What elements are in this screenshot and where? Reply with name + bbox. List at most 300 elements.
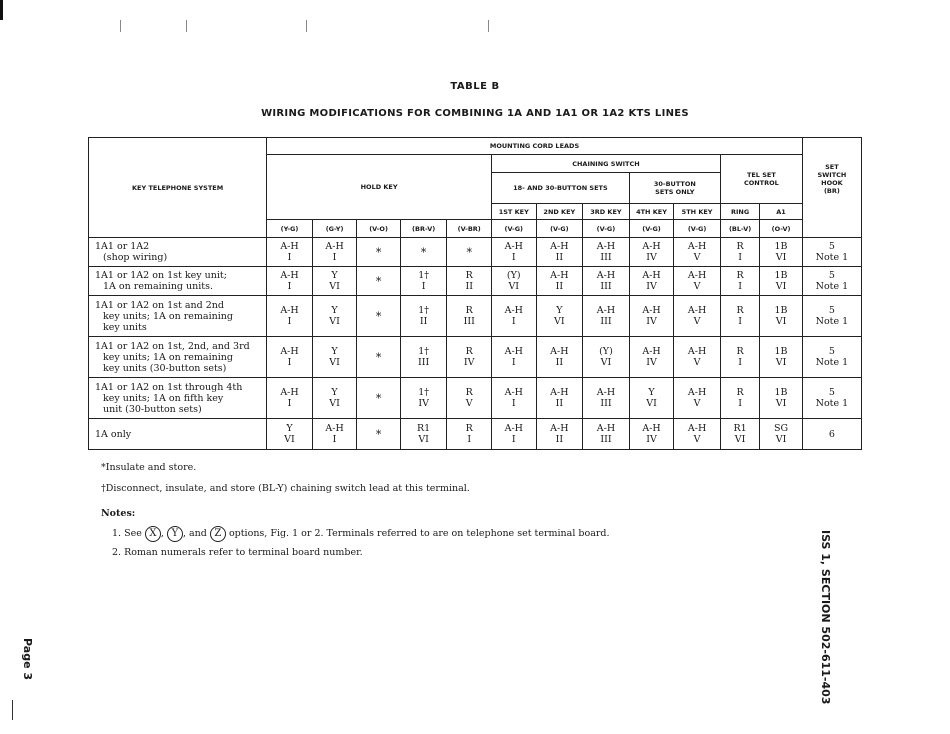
terminal-cell xyxy=(357,238,401,267)
terminal-value: (Y) xyxy=(599,346,613,357)
terminal-value: A-H xyxy=(504,346,523,357)
terminal-value: A-H xyxy=(325,423,344,434)
note-1-number: 1. xyxy=(112,528,122,539)
lead-code-header: (G-Y) xyxy=(312,220,357,238)
terminal-value: III xyxy=(600,316,612,327)
table-title: TABLE B xyxy=(450,81,500,92)
terminal-cell xyxy=(674,378,721,419)
key-system-line: key units xyxy=(103,321,147,333)
terminal-value: A-H xyxy=(280,346,299,357)
terminal-cell xyxy=(491,419,536,450)
terminal-cell xyxy=(802,337,861,378)
insulate-marker: * xyxy=(420,245,427,259)
terminal-cell xyxy=(357,378,401,419)
terminal-value: Note 1 xyxy=(815,252,849,263)
terminal-value: A-H xyxy=(687,241,707,252)
terminal-value: A-H xyxy=(596,241,616,252)
terminal-cell xyxy=(267,267,313,296)
terminal-value: A-H xyxy=(504,241,523,252)
terminal-value: Y xyxy=(648,387,655,398)
key-system-line: key units; 1A on remaining xyxy=(103,351,233,363)
terminal-value: A-H xyxy=(596,270,616,281)
key-system-line: 1A1 or 1A2 xyxy=(95,241,150,252)
terminal-cell xyxy=(674,296,721,337)
terminal-value: V xyxy=(693,434,701,445)
terminal-value: VI xyxy=(329,398,340,409)
terminal-value: III xyxy=(463,316,475,327)
terminal-value: I xyxy=(738,252,742,263)
terminal-cell xyxy=(720,296,759,337)
terminal-value: I xyxy=(738,398,742,409)
terminal-cell xyxy=(720,337,759,378)
binder-mark xyxy=(488,20,489,32)
option-z-badge: Z xyxy=(210,526,226,542)
terminal-value: V xyxy=(693,252,701,263)
terminal-value: A-H xyxy=(280,387,299,398)
insulate-marker: * xyxy=(375,245,382,259)
terminal-value: R xyxy=(736,270,744,281)
terminal-value: I xyxy=(332,252,337,263)
terminal-cell xyxy=(629,337,674,378)
terminal-value: A-H xyxy=(642,346,661,357)
key-system-line: (shop wiring) xyxy=(103,252,168,263)
terminal-cell xyxy=(447,419,492,450)
margin-rule xyxy=(12,700,13,720)
terminal-cell xyxy=(447,296,492,337)
insulate-marker: * xyxy=(375,350,382,364)
set-switch-hook-label: SET SWITCH HOOK xyxy=(817,162,847,187)
terminal-value: II xyxy=(419,316,428,327)
terminal-value: A-H xyxy=(550,423,569,434)
terminal-value: A-H xyxy=(687,305,707,316)
lead-code-header: (V-G) xyxy=(629,220,674,238)
key-system-line: 1A1 or 1A2 on 1st, 2nd, and 3rd xyxy=(95,340,250,352)
terminal-cell xyxy=(312,337,357,378)
terminal-value: VI xyxy=(554,316,565,327)
terminal-value: R1 xyxy=(417,423,431,434)
terminal-value: A-H xyxy=(550,270,569,281)
mounting-cord-leads-header: MOUNTING CORD LEADS xyxy=(267,138,803,155)
terminal-cell xyxy=(400,378,447,419)
terminal-value: I xyxy=(511,252,516,263)
terminal-cell xyxy=(312,378,357,419)
terminal-value: IV xyxy=(646,357,657,368)
note-2: 2. Roman numerals refer to terminal board number. xyxy=(112,547,363,558)
terminal-value: 5 xyxy=(828,346,835,357)
terminal-value: III xyxy=(600,281,612,292)
key-system-cell xyxy=(89,238,267,267)
lead-code-header: (V-G) xyxy=(536,220,583,238)
set-switch-hook-header xyxy=(802,138,861,220)
terminal-value: A-H xyxy=(550,241,569,252)
terminal-value: I xyxy=(738,281,742,292)
terminal-value: I xyxy=(287,357,292,368)
terminal-cell xyxy=(536,296,583,337)
margin-rule xyxy=(0,0,3,20)
insulate-marker: * xyxy=(375,274,382,288)
terminal-value: I xyxy=(332,434,337,445)
terminal-cell xyxy=(400,267,447,296)
terminal-value: IV xyxy=(463,357,475,368)
terminal-value: A-H xyxy=(280,241,299,252)
terminal-value: VI xyxy=(775,281,787,292)
tel-set-control-header: TEL SET CONTROL xyxy=(720,155,802,204)
table-body xyxy=(89,238,862,450)
lead-code-header: (O-V) xyxy=(760,220,803,238)
key-1-header: 1ST KEY xyxy=(491,204,536,220)
terminal-cell xyxy=(674,267,721,296)
terminal-value: VI xyxy=(775,398,787,409)
terminal-value: R xyxy=(465,423,473,434)
terminal-cell xyxy=(674,419,721,450)
terminal-cell xyxy=(629,419,674,450)
note-1-prefix: See xyxy=(124,528,142,539)
terminal-value: Note 1 xyxy=(815,281,849,292)
terminal-cell xyxy=(536,267,583,296)
terminal-cell xyxy=(267,337,313,378)
terminal-value: I xyxy=(511,398,516,409)
terminal-cell xyxy=(802,296,861,337)
lead-code-header: (BR-V) xyxy=(400,220,447,238)
terminal-value: IV xyxy=(646,281,657,292)
terminal-cell xyxy=(491,296,536,337)
table-row xyxy=(89,238,862,267)
switch-hook-code-spacer xyxy=(802,220,861,238)
terminal-cell xyxy=(267,296,313,337)
footnote-dagger: †Disconnect, insulate, and store (BL-Y) chaining switch lead at this terminal. xyxy=(101,483,470,494)
lead-code-header: (Y-G) xyxy=(267,220,313,238)
terminal-value: 5 xyxy=(828,387,835,398)
terminal-value: A-H xyxy=(642,305,661,316)
terminal-value: A-H xyxy=(596,305,616,316)
key-5-header: 5TH KEY xyxy=(674,204,721,220)
terminal-value: III xyxy=(600,434,612,445)
terminal-value: I xyxy=(511,316,516,327)
a1-header: A1 xyxy=(760,204,803,220)
terminal-value: VI xyxy=(775,434,787,445)
terminal-cell xyxy=(629,378,674,419)
terminal-cell xyxy=(491,378,536,419)
terminal-value: R xyxy=(465,305,473,316)
btn-30-only-header: 30-BUTTON SETS ONLY xyxy=(629,173,720,204)
terminal-cell xyxy=(491,337,536,378)
terminal-value: VI xyxy=(508,281,520,292)
terminal-cell xyxy=(312,238,357,267)
terminal-value: 1B xyxy=(774,387,788,398)
terminal-value: A-H xyxy=(642,423,661,434)
note-1-text: options, Fig. 1 or 2. Terminals referred to are on telephone set terminal board. xyxy=(228,528,610,539)
lead-code-header: (V-BR) xyxy=(447,220,492,238)
terminal-cell xyxy=(802,378,861,419)
terminal-value: 1B xyxy=(774,270,788,281)
terminal-value: A-H xyxy=(550,346,569,357)
terminal-value: Y xyxy=(331,305,338,316)
terminal-value: IV xyxy=(646,434,657,445)
key-system-line: key units; 1A on fifth key xyxy=(103,392,224,404)
terminal-value: I xyxy=(511,357,516,368)
terminal-value: R1 xyxy=(733,423,747,434)
terminal-cell xyxy=(720,419,759,450)
terminal-value: R xyxy=(465,346,473,357)
terminal-value: A-H xyxy=(596,387,616,398)
terminal-value: II xyxy=(555,252,564,263)
terminal-value: VI xyxy=(418,434,429,445)
terminal-value: I xyxy=(287,252,292,263)
key-3-header: 3RD KEY xyxy=(583,204,630,220)
terminal-cell xyxy=(267,238,313,267)
terminal-value: VI xyxy=(775,316,787,327)
terminal-value: VI xyxy=(284,434,295,445)
terminal-value: A-H xyxy=(687,387,707,398)
terminal-value: 5 xyxy=(828,305,835,316)
terminal-cell xyxy=(400,419,447,450)
terminal-value: V xyxy=(693,398,701,409)
terminal-cell xyxy=(629,238,674,267)
insulate-marker: * xyxy=(375,427,382,441)
binder-mark xyxy=(186,20,187,32)
terminal-value: II xyxy=(555,398,564,409)
key-system-line: unit (30-button sets) xyxy=(103,403,202,415)
terminal-value: SG xyxy=(773,423,789,434)
note-1-and: , and xyxy=(182,528,207,539)
terminal-cell xyxy=(674,337,721,378)
terminal-value: II xyxy=(555,357,564,368)
terminal-value: V xyxy=(465,398,473,409)
terminal-value: A-H xyxy=(280,305,299,316)
terminal-cell xyxy=(583,378,630,419)
terminal-cell xyxy=(802,419,861,450)
table-row xyxy=(89,337,862,378)
terminal-value: VI xyxy=(775,357,787,368)
key-system-cell xyxy=(89,337,267,378)
terminal-value: Note 1 xyxy=(815,316,849,327)
terminal-cell xyxy=(583,419,630,450)
terminal-value: I xyxy=(511,434,516,445)
terminal-value: V xyxy=(693,281,701,292)
terminal-value: I xyxy=(287,398,292,409)
terminal-cell xyxy=(357,267,401,296)
terminal-value: I xyxy=(421,281,426,292)
key-2-header: 2ND KEY xyxy=(536,204,583,220)
terminal-value: II xyxy=(465,281,473,292)
key-system-line: 1A1 or 1A2 on 1st through 4th xyxy=(95,381,243,393)
terminal-value: A-H xyxy=(504,305,523,316)
terminal-value: VI xyxy=(329,281,340,292)
key-system-header: KEY TELEPHONE SYSTEM xyxy=(89,138,267,238)
terminal-value: VI xyxy=(734,434,746,445)
terminal-value: IV xyxy=(418,398,429,409)
terminal-cell xyxy=(802,267,861,296)
footnote-star: *Insulate and store. xyxy=(101,462,197,473)
terminal-value: 1B xyxy=(774,346,788,357)
terminal-value: VI xyxy=(329,316,340,327)
terminal-value: Y xyxy=(331,346,338,357)
terminal-value: R xyxy=(465,387,473,398)
terminal-value: Y xyxy=(331,270,338,281)
terminal-cell xyxy=(536,238,583,267)
terminal-value: IV xyxy=(646,252,657,263)
terminal-cell xyxy=(400,337,447,378)
terminal-value: Y xyxy=(331,387,338,398)
lead-code-header: (V-G) xyxy=(674,220,721,238)
terminal-cell xyxy=(357,337,401,378)
terminal-cell xyxy=(760,267,803,296)
terminal-value: VI xyxy=(600,357,612,368)
terminal-value: II xyxy=(555,281,564,292)
terminal-cell xyxy=(629,267,674,296)
insulate-marker: * xyxy=(375,391,382,405)
terminal-value: Y xyxy=(556,305,563,316)
terminal-cell xyxy=(760,238,803,267)
terminal-value: 6 xyxy=(828,428,835,440)
key-system-line: 1A1 or 1A2 on 1st and 2nd xyxy=(95,299,224,311)
terminal-cell xyxy=(583,267,630,296)
key-system-line: key units (30-button sets) xyxy=(103,362,227,374)
terminal-value: A-H xyxy=(687,346,707,357)
terminal-value: 5 xyxy=(828,241,835,252)
table-row xyxy=(89,378,862,419)
insulate-marker: * xyxy=(466,245,472,259)
terminal-value: V xyxy=(693,316,701,327)
key-system-line: 1A on remaining units. xyxy=(103,281,214,292)
terminal-value: 1B xyxy=(774,305,788,316)
terminal-value: (Y) xyxy=(506,270,521,281)
terminal-cell xyxy=(536,378,583,419)
key-system-line: 1A only xyxy=(95,428,132,440)
set-switch-hook-code: (BR) xyxy=(823,186,840,195)
terminal-value: 5 xyxy=(828,270,835,281)
terminal-cell xyxy=(491,267,536,296)
terminal-value: I xyxy=(287,281,292,292)
terminal-cell xyxy=(760,337,803,378)
terminal-value: V xyxy=(693,357,701,368)
terminal-value: A-H xyxy=(504,423,523,434)
terminal-value: R xyxy=(465,270,473,281)
page-number: Page 3 xyxy=(21,638,34,681)
insulate-marker: * xyxy=(375,309,382,323)
terminal-cell xyxy=(536,419,583,450)
key-system-line: key units; 1A on remaining xyxy=(103,310,233,322)
terminal-value: 1† xyxy=(418,387,430,398)
terminal-value: R xyxy=(736,346,744,357)
note-1: 1. See X , Y , and Z options, Fig. 1 or 2. Terminals referred to are on telephone set terminal board. xyxy=(112,526,610,542)
terminal-cell xyxy=(720,238,759,267)
terminal-cell xyxy=(447,337,492,378)
ring-header: RING xyxy=(720,204,759,220)
terminal-value: A-H xyxy=(596,423,616,434)
key-system-cell xyxy=(89,419,267,450)
terminal-value: IV xyxy=(646,316,657,327)
terminal-cell xyxy=(491,238,536,267)
terminal-cell xyxy=(312,267,357,296)
terminal-value: VI xyxy=(775,252,787,263)
terminal-value: Y xyxy=(286,423,293,434)
terminal-value: R xyxy=(736,241,744,252)
terminal-value: R xyxy=(736,305,744,316)
key-system-cell xyxy=(89,296,267,337)
terminal-cell xyxy=(583,238,630,267)
terminal-value: 1† xyxy=(418,305,430,316)
binder-mark xyxy=(120,20,121,32)
terminal-cell xyxy=(447,238,492,267)
terminal-value: A-H xyxy=(280,270,299,281)
terminal-cell xyxy=(583,296,630,337)
terminal-value: III xyxy=(600,252,612,263)
terminal-cell xyxy=(760,378,803,419)
terminal-value: A-H xyxy=(687,423,707,434)
terminal-value: R xyxy=(736,387,744,398)
terminal-value: A-H xyxy=(504,387,523,398)
terminal-cell xyxy=(267,419,313,450)
chaining-switch-header: CHAINING SWITCH xyxy=(491,155,720,173)
terminal-value: 1† xyxy=(418,346,430,357)
key-system-cell xyxy=(89,378,267,419)
terminal-value: 1† xyxy=(418,270,430,281)
hold-key-header: HOLD KEY xyxy=(267,155,492,220)
key-system-line: 1A1 or 1A2 on 1st key unit; xyxy=(95,270,227,281)
option-x-badge: X xyxy=(145,526,161,542)
table-row xyxy=(89,267,862,296)
terminal-cell xyxy=(629,296,674,337)
table-row xyxy=(89,419,862,450)
btn-18-30-header: 18- AND 30-BUTTON SETS xyxy=(491,173,629,204)
terminal-cell xyxy=(760,419,803,450)
terminal-value: 1B xyxy=(774,241,788,252)
terminal-value: A-H xyxy=(550,387,569,398)
lead-code-header: (V-G) xyxy=(583,220,630,238)
terminal-cell xyxy=(720,267,759,296)
terminal-cell xyxy=(447,378,492,419)
terminal-value: I xyxy=(467,434,472,445)
terminal-cell xyxy=(583,337,630,378)
terminal-value: I xyxy=(738,357,742,368)
notes-heading: Notes: xyxy=(101,508,136,519)
terminal-value: VI xyxy=(329,357,340,368)
wiring-table xyxy=(88,137,862,450)
terminal-value: I xyxy=(287,316,292,327)
terminal-value: III xyxy=(418,357,430,368)
terminal-cell xyxy=(400,238,447,267)
terminal-value: III xyxy=(600,398,612,409)
terminal-cell xyxy=(720,378,759,419)
terminal-cell xyxy=(267,378,313,419)
terminal-value: VI xyxy=(646,398,657,409)
terminal-cell xyxy=(802,238,861,267)
section-label: ISS 1, SECTION 502-611-403 xyxy=(819,530,832,705)
table-row xyxy=(89,296,862,337)
terminal-value: II xyxy=(555,434,564,445)
key-4-header: 4TH KEY xyxy=(629,204,674,220)
terminal-value: Note 1 xyxy=(815,357,849,368)
terminal-value: A-H xyxy=(687,270,707,281)
key-system-cell xyxy=(89,267,267,296)
binder-mark xyxy=(306,20,307,32)
terminal-value: A-H xyxy=(642,270,661,281)
lead-code-header: (V-G) xyxy=(491,220,536,238)
terminal-value: I xyxy=(738,316,742,327)
terminal-value: Note 1 xyxy=(815,398,849,409)
terminal-value: A-H xyxy=(642,241,661,252)
lead-code-header: (V-O) xyxy=(357,220,401,238)
terminal-value: A-H xyxy=(325,241,344,252)
lead-code-header: (BL-V) xyxy=(720,220,759,238)
table-subtitle: WIRING MODIFICATIONS FOR COMBINING 1A AND 1A1 OR 1A2 KTS LINES xyxy=(261,108,689,119)
terminal-cell xyxy=(447,267,492,296)
terminal-cell xyxy=(536,337,583,378)
terminal-cell xyxy=(357,419,401,450)
terminal-cell xyxy=(312,419,357,450)
terminal-cell xyxy=(674,238,721,267)
